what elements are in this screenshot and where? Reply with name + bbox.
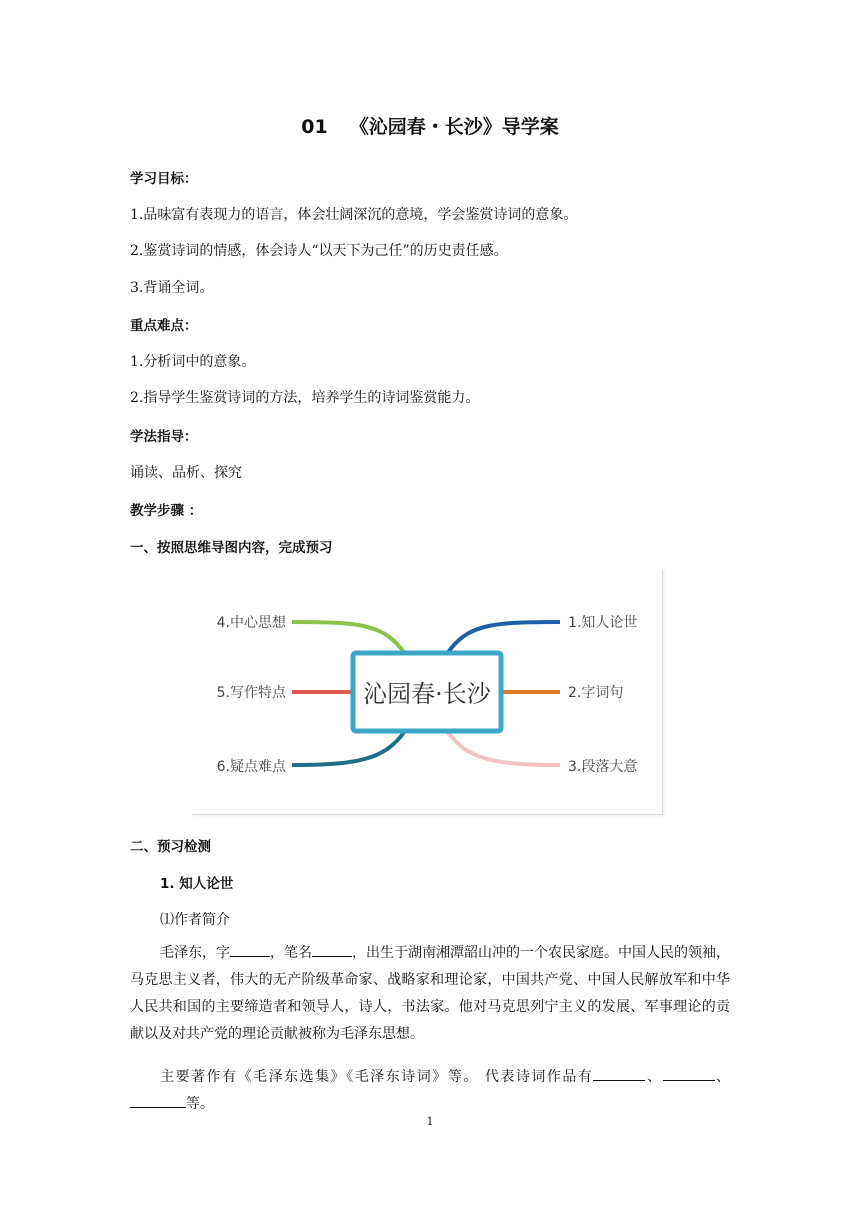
branch-label-4: 4.中心思想 bbox=[216, 615, 286, 631]
page-title bbox=[0, 112, 860, 139]
works-paragraph bbox=[130, 1064, 730, 1118]
fill-blank-courtesy-name[interactable] bbox=[230, 942, 270, 957]
branch-line-4 bbox=[292, 622, 405, 654]
mind-map bbox=[192, 569, 663, 815]
method-heading: 学法指导： bbox=[130, 429, 198, 445]
objective-item: 2.鉴赏诗词的情感，体会诗人“以天下为己任”的历史责任感。 bbox=[130, 243, 508, 259]
objectives-heading: 学习目标： bbox=[130, 171, 198, 187]
title-text: 《沁园春・长沙》导学案 bbox=[349, 116, 559, 138]
separator: 、 bbox=[645, 1069, 663, 1085]
paragraph-text: 毛泽东，字 bbox=[160, 945, 230, 961]
key-points-heading: 重点难点： bbox=[130, 318, 198, 334]
page-number: 1 bbox=[426, 1115, 434, 1128]
method-text: 诵读、品析、探究 bbox=[130, 465, 242, 481]
fill-blank-work-1[interactable] bbox=[593, 1066, 645, 1081]
branch-label-6: 6.疑点难点 bbox=[216, 759, 286, 775]
paragraph-text: 等。 bbox=[186, 1096, 214, 1112]
title-number: 01 bbox=[301, 116, 328, 138]
steps-heading: 教学步骤 ： bbox=[130, 503, 203, 519]
branch-label-5: 5.写作特点 bbox=[216, 685, 286, 701]
paragraph-text: 主要著作有《毛泽东选集》《毛泽东诗词》等。 代表诗词作品有 bbox=[160, 1069, 594, 1085]
mind-map-center-label: 沁园春·长沙 bbox=[363, 680, 491, 708]
objective-item: 1.品味富有表现力的语言，体会壮阔深沉的意境，学会鉴赏诗词的意象。 bbox=[130, 207, 578, 223]
key-point-item: 1.分析词中的意象。 bbox=[130, 354, 256, 370]
paragraph-text: ，出生于湖南湘潭韶山冲的一个农民家庭。中国人民的领袖，马克思主义者，伟大的无产阶级革命家、战略家和理论家，中国共产党、中国人民解放军和中华人民共和国的主要缔造者和领导人，诗人，书法家。他对马克思列宁主义的发展、军事理论的贡献以及对共产党的理论贡献被称为毛泽东思想。 bbox=[130, 945, 730, 1042]
fill-blank-pen-name[interactable] bbox=[312, 942, 352, 957]
branch-label-1: 1.知人论世 bbox=[568, 615, 638, 631]
step1-heading: 一、按照思维导图内容，完成预习 bbox=[130, 540, 333, 556]
branch-label-2: 2.字词句 bbox=[568, 685, 624, 701]
paragraph-text: ，笔名 bbox=[270, 945, 312, 961]
author-intro-paragraph bbox=[130, 940, 730, 1048]
preview-subheading: 1. 知人论世 bbox=[160, 876, 234, 892]
fill-blank-work-3[interactable] bbox=[130, 1093, 186, 1108]
branch-line-3 bbox=[447, 731, 560, 765]
mind-map-graphic bbox=[192, 569, 662, 814]
author-intro-heading: ⑴作者简介 bbox=[160, 912, 230, 928]
preview-heading: 二、预习检测 bbox=[130, 839, 211, 855]
branch-line-6 bbox=[292, 731, 405, 765]
key-point-item: 2.指导学生鉴赏诗词的方法，培养学生的诗词鉴赏能力。 bbox=[130, 390, 480, 406]
objective-item: 3.背诵全词。 bbox=[130, 280, 214, 296]
branch-line-1 bbox=[447, 622, 560, 654]
fill-blank-work-2[interactable] bbox=[663, 1066, 715, 1081]
separator: 、 bbox=[714, 1069, 731, 1085]
branch-label-3: 3.段落大意 bbox=[568, 759, 638, 775]
